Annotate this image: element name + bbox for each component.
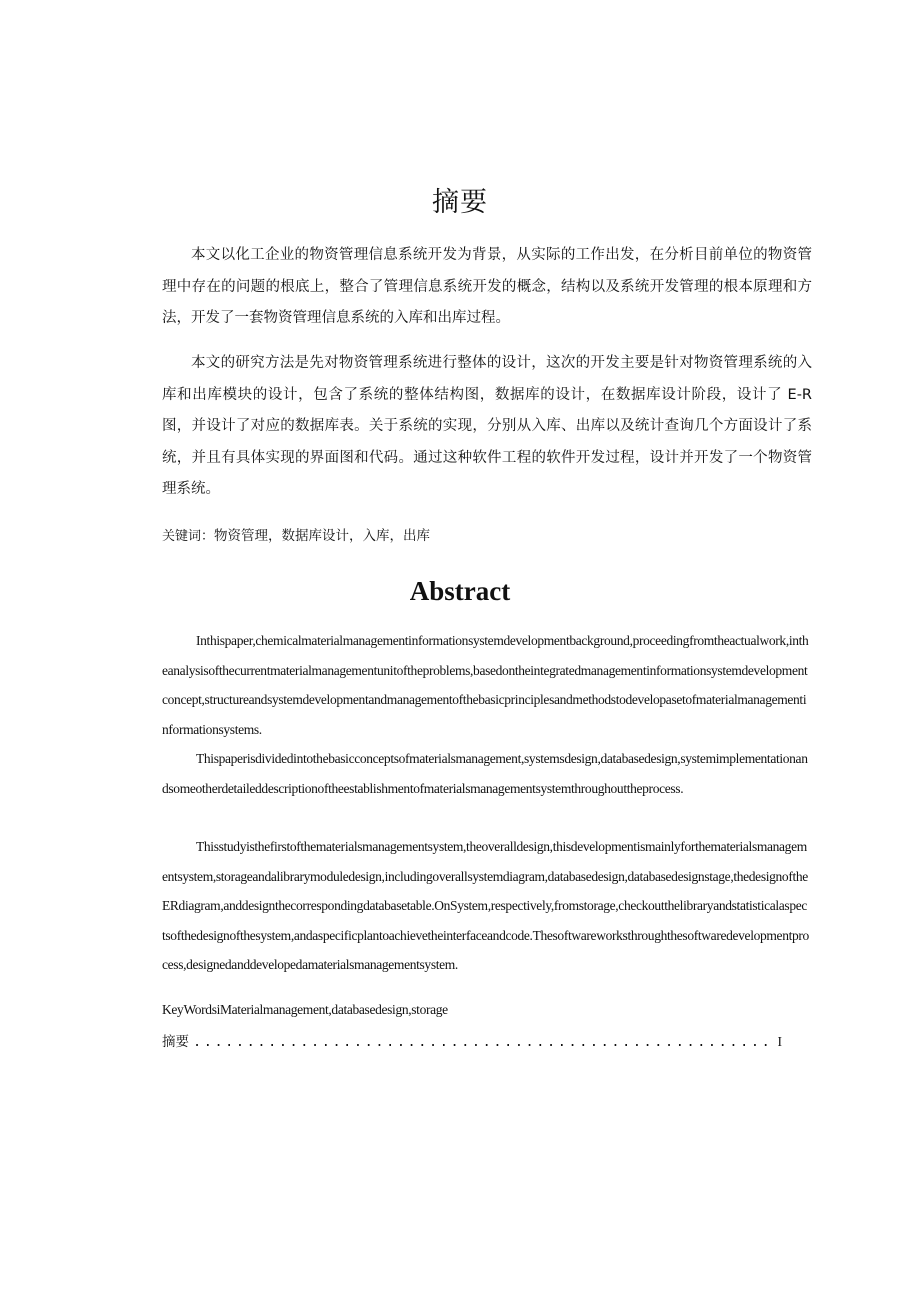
toc-leader-dots [193, 1030, 774, 1054]
abstract-cn-paragraph: 本文的研究方法是先对物资管理系统进行整体的设计，这次的开发主要是针对物资管理系统的入库和出库模块的设计，包含了系统的整体结构图，数据库的设计，在数据库设计阶段，设计了 E-R 图，并设计了对应的数据库表。关于系统的实现，分别从入库、出库以及统计查询几个方面设计了系统，并且有具体实现的界面图和代码。通过这种软件工程的软件开发过程，设计并开发了一个物资管理系统。 [162, 355, 812, 497]
keywords-text: 物资管理，数据库设计，入库，出库 [214, 528, 431, 544]
toc-entry[interactable] [162, 1030, 782, 1054]
abstract-en-paragraph: Thispaperisdividedintothebasicconceptsofmaterialsmanagement,systemsdesign,databasedesign,systemimplementationandsomeotherdetaileddescriptionoftheestablishmentofmaterialsmanagementsystemthroughouttheprocess. [162, 751, 808, 796]
abstract-en-title: Abstract [409, 576, 511, 606]
abstract-cn-paragraph: 本文以化工企业的物资管理信息系统开发为背景，从实际的工作出发，在分析目前单位的物资管理中存在的问题的根底上，整合了管理信息系统开发的概念，结构以及系统开发管理的根本原理和方法，开发了一套物资管理信息系统的入库和出库过程。 [162, 247, 812, 326]
abstract-en-paragraph: Thisstudyisthefirstofthematerialsmanagementsystem,theoveralldesign,thisdevelopmentismainlyforthematerialsmanagementsystem,storageandalibrarymoduledesign,includingoverallsystemdiagram,databasedesign,databasedesignstage,thedesignoftheERdiagram,anddesignthecorrespondingdatabasetable.OnSystem,respectively,fromstorage,checkoutthelibraryandstatisticalaspectsofthedesignofthesystem,andaspecificplantoachievetheinterfaceandcode.Thesoftwareworksthroughthesoftwaredevelopmentprocess,designedanddevelopedamaterialsmanagementsystem. [162, 839, 809, 972]
keywords-label: 关键词： [162, 529, 215, 544]
abstract-en-keywords: KeyWordsiMaterialmanagement,databasedesign,storage [162, 1002, 448, 1017]
abstract-cn-title: 摘要 [432, 187, 488, 218]
toc-entry-label: 摘要 [162, 1034, 189, 1050]
toc-entry-page: I [777, 1034, 782, 1049]
abstract-en-paragraph: Inthispaper,chemicalmaterialmanagementinformationsystemdevelopmentbackground,proceedingfromtheactualwork,intheanalysisofthecurrentmaterialmanagementunitoftheproblems,basedontheintegratedmanagementinformationsystemdevelopmentconcept,structureandsystemdevelopmentandmanagementofthebasicprinciplesandmethodstodevelopasetofmaterialmanagementinformationsystems. [162, 633, 809, 737]
abstract-cn-keywords [162, 525, 812, 548]
